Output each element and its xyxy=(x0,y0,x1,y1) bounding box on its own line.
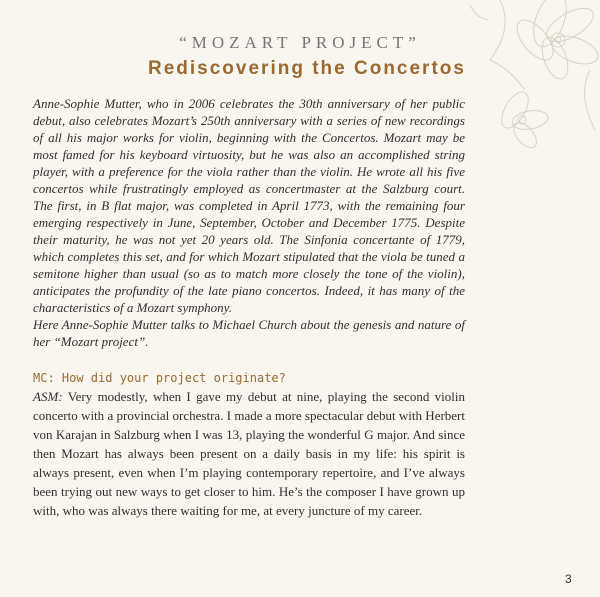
page-title: Rediscovering the Concertos xyxy=(148,58,466,79)
answer-speaker: ASM: xyxy=(33,389,63,404)
interview-question: MC: How did your project originate? xyxy=(33,371,286,385)
page-number: 3 xyxy=(565,572,572,586)
intro-paragraph: Here Anne-Sophie Mutter talks to Michael Church about the genesis and nature of her “Mozart project”. xyxy=(33,317,465,349)
interview-answer xyxy=(33,387,465,520)
intro-text xyxy=(33,95,465,350)
answer-text: Very modestly, when I gave my debut at nine, playing the second violin concerto with a provincial orchestra. I made a more spectacular debut with Herbert von Karajan in Salzburg when I was 13, playing the wonderful G major. And since then Mozart has always been present on a daily basis in my life: his spirit is always present, even when I’m playing contemporary repertoire, and I’ve always been trying out new ways to get closer to him. He’s the composer I have grown up with, who was always there waiting for me, at every juncture of my career. xyxy=(33,389,466,518)
intro-paragraph: Anne-Sophie Mutter, who in 2006 celebrates the 30th anniversary of her public debut, also celebrates Mozart’s 250th anniversary with a series of new recordings of all his major works for violin, beginning with the Concertos. Mozart may be most famed for his keyboard virtuosity, but he was also an accomplished string player, with a preference for the viola rather than the violin. He wrote all his five concertos while frustratingly employed as concertmaster at the Salzburg court. The first, in B flat major, was completed in April 1773, with the remaining four emerging respectively in June, September, October and December 1775. Despite their maturity, he was not yet 20 years old. The Sinfonia concertante of 1779, which completes this set, and for which Mozart stipulated that the viola be tuned a semitone higher than usual (so as to match more closely the tone of the violin), anticipates the profundity of the late piano concertos. Indeed, it has many of the characteristics of a Mozart symphony. xyxy=(33,96,465,315)
series-title: “MOZART PROJECT” xyxy=(179,33,421,52)
